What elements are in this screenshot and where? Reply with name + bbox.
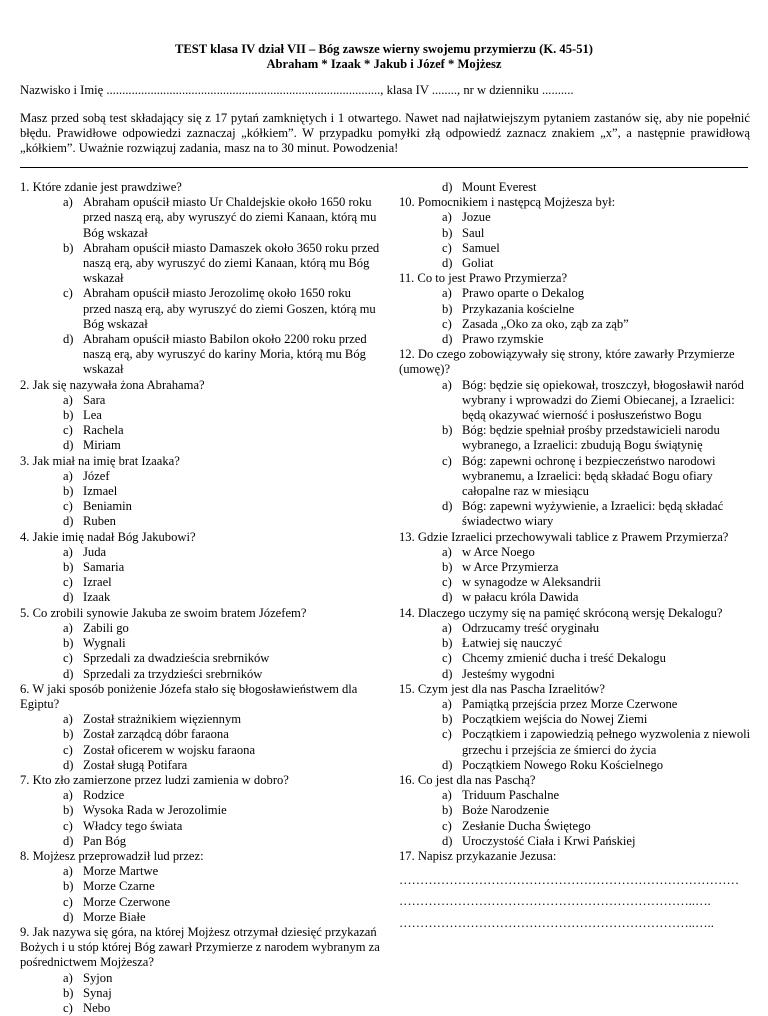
option-letter: c)	[63, 423, 73, 438]
option-letter: b)	[442, 712, 453, 727]
answer-option[interactable]	[399, 454, 751, 500]
option-text: Chcemy zmienić ducha i treść Dekalogu	[462, 651, 666, 666]
option-letter: a)	[442, 620, 452, 635]
option-letter: d)	[63, 332, 74, 347]
option-text: Sara	[83, 392, 106, 407]
option-text: Morze Czarne	[83, 879, 155, 894]
answer-option[interactable]	[20, 910, 380, 925]
answer-option[interactable]	[20, 986, 380, 1001]
option-letter: d)	[442, 332, 453, 347]
answer-option[interactable]	[399, 575, 751, 590]
answer-option[interactable]	[399, 256, 751, 271]
option-letter: d)	[442, 757, 453, 772]
answer-option[interactable]	[20, 803, 380, 818]
option-letter: b)	[442, 803, 453, 818]
option-text: Józef	[83, 468, 110, 483]
option-text: Beniamin	[83, 499, 132, 514]
option-text: Prawo rzymskie	[462, 332, 544, 347]
option-text: w pałacu króla Dawida	[462, 590, 579, 605]
option-text: Rachela	[83, 423, 124, 438]
questions-right-column	[399, 180, 751, 937]
question	[399, 606, 751, 682]
option-text: Samaria	[83, 560, 125, 575]
option-text: Bóg: będzie się opiekował, troszczył, błogosławił naród wybrany i wprowadzi do Ziemi Obiecanej, a Izraelici: będą okazywać wierność i posłuszeństwo Bogu	[462, 377, 744, 423]
answer-option[interactable]	[20, 758, 380, 773]
option-text: Bóg: zapewni wyżywienie, a Izraelici: będą składać świadectwo wiary	[462, 499, 724, 529]
option-letter: b)	[442, 225, 453, 240]
option-letter: d)	[442, 590, 453, 605]
question-text: 12. Do czego zobowiązywały się strony, które zawarły Przymierze (umowę)?	[399, 347, 735, 377]
questions-left-column	[20, 180, 380, 1016]
option-letter: c)	[63, 499, 73, 514]
answer-option[interactable]	[20, 545, 380, 560]
answer-option[interactable]	[399, 788, 751, 803]
answer-option[interactable]	[20, 241, 380, 287]
answer-option[interactable]	[20, 332, 380, 378]
question-text: 5. Co zrobili synowie Jakuba ze swoim bratem Józefem?	[20, 605, 307, 620]
answer-option[interactable]	[399, 712, 751, 727]
option-text: Triduum Paschalne	[462, 788, 560, 803]
student-info-line: Nazwisko i Imię ......................................................................................., klasa IV ........, nr w dzienniku ..........	[20, 83, 574, 97]
open-answer-area[interactable]	[399, 873, 751, 931]
question	[399, 271, 751, 347]
answer-option[interactable]	[399, 667, 751, 682]
answer-option[interactable]	[399, 560, 751, 575]
option-text: Władcy tego świata	[83, 818, 183, 833]
answer-option[interactable]	[20, 286, 380, 332]
option-text: Morze Martwe	[83, 864, 159, 879]
option-text: Początkiem Nowego Roku Kościelnego	[462, 757, 664, 772]
answer-line[interactable]: ………………………………………………………………………	[399, 873, 740, 888]
question-text: 10. Pomocnikiem i następcą Mojżesza był:	[399, 195, 616, 210]
answer-option[interactable]	[20, 560, 380, 575]
option-text: Wysoka Rada w Jerozolimie	[83, 803, 227, 818]
question-text: 13. Gdzie Izraelici przechowywali tablice z Prawem Przymierza?	[399, 529, 729, 544]
option-text: Synaj	[83, 985, 112, 1000]
answer-option[interactable]	[20, 1001, 380, 1016]
answer-option[interactable]	[20, 621, 380, 636]
answer-option[interactable]	[20, 651, 380, 666]
option-text: Sprzedali za dwadzieścia srebrników	[83, 651, 270, 666]
option-text: Saul	[462, 225, 485, 240]
answer-option[interactable]	[399, 819, 751, 834]
question	[20, 378, 380, 454]
option-text: Samuel	[462, 240, 500, 255]
option-letter: b)	[63, 727, 74, 742]
option-letter: a)	[63, 620, 73, 635]
option-letter: d)	[442, 256, 453, 271]
answer-line[interactable]: ……………………………………………………………..…..	[399, 915, 714, 930]
option-letter: d)	[442, 666, 453, 681]
option-text: Jesteśmy wygodni	[462, 666, 555, 681]
test-title: TEST klasa IV dział VII – Bóg zawsze wierny swojemu przymierzu (K. 45-51)	[174, 42, 594, 56]
question	[20, 682, 380, 773]
answer-option[interactable]	[399, 727, 751, 757]
option-text: Izrael	[83, 575, 112, 590]
option-letter: a)	[63, 392, 73, 407]
question	[399, 682, 751, 773]
option-text: Uroczystość Ciała i Krwi Pańskiej	[462, 833, 636, 848]
option-letter: c)	[442, 575, 452, 590]
option-letter: c)	[442, 651, 452, 666]
option-text: Morze Białe	[83, 909, 146, 924]
option-letter: b)	[442, 560, 453, 575]
option-letter: c)	[442, 727, 452, 742]
question-text: 11. Co to jest Prawo Przymierza?	[399, 271, 568, 286]
option-text: Mount Everest	[462, 180, 537, 194]
option-letter: a)	[63, 970, 73, 985]
question	[20, 180, 380, 378]
option-text: Został zarządcą dóbr faraona	[83, 727, 229, 742]
option-letter: d)	[63, 514, 74, 529]
option-letter: a)	[442, 696, 452, 711]
option-letter: d)	[63, 757, 74, 772]
answer-option[interactable]	[399, 834, 751, 849]
option-text: Odrzucamy treść oryginału	[462, 620, 600, 635]
option-text: Prawo oparte o Dekalog	[462, 286, 585, 301]
answer-option[interactable]	[20, 484, 380, 499]
question-text: 6. W jaki sposób poniżenie Józefa stało się błogosławieństwem dla Egiptu?	[20, 681, 358, 711]
option-letter: a)	[442, 286, 452, 301]
answer-option[interactable]	[20, 788, 380, 803]
option-text: Sprzedali za trzydzieści srebrników	[83, 666, 263, 681]
answer-option[interactable]	[20, 393, 380, 408]
option-text: Boże Narodzenie	[462, 803, 550, 818]
answer-option[interactable]	[399, 180, 751, 195]
question	[20, 606, 380, 682]
question	[399, 347, 751, 529]
answer-option[interactable]	[399, 226, 751, 241]
test-header	[0, 42, 768, 72]
option-text: Wygnali	[83, 636, 126, 651]
answer-option[interactable]	[20, 195, 380, 241]
answer-option[interactable]	[399, 499, 751, 529]
option-text: Abraham opuścił miasto Damaszek około 3650 roku przed naszą erą, aby wyruszyć do ziemi Kanaan, którą mu Bóg wskazał	[83, 240, 380, 286]
option-text: Lea	[83, 408, 102, 423]
answer-option[interactable]	[399, 621, 751, 636]
option-letter: d)	[442, 833, 453, 848]
option-letter: c)	[63, 1000, 73, 1015]
option-text: Nebo	[83, 1000, 111, 1015]
question-text: 8. Mojżesz przeprowadził lud przez:	[20, 848, 204, 863]
option-letter: d)	[442, 499, 453, 514]
question	[399, 849, 751, 864]
answer-option[interactable]	[399, 302, 751, 317]
option-letter: d)	[63, 438, 74, 453]
option-letter: b)	[63, 560, 74, 575]
option-text: Pan Bóg	[83, 833, 127, 848]
option-letter: b)	[63, 484, 74, 499]
answer-option[interactable]	[20, 469, 380, 484]
answer-option[interactable]	[399, 241, 751, 256]
option-text: Rodzice	[83, 788, 125, 803]
question	[399, 530, 751, 606]
option-letter: c)	[442, 818, 452, 833]
option-letter: a)	[442, 377, 452, 392]
option-text: Abraham opuścił miasto Jerozolimę około 1650 roku przed naszą erą, aby wyruszyć do ziemi Goszen, którą mu Bóg wskazał	[83, 286, 376, 331]
option-text: Abraham opuścił miasto Babilon około 2200 roku przed naszą erą, aby wyruszyć do kariny Moria, którą mu Bóg wskazał	[83, 332, 367, 377]
option-text: Miriam	[83, 438, 121, 453]
option-letter: c)	[63, 651, 73, 666]
answer-option[interactable]	[20, 423, 380, 438]
option-text: Początkiem wejścia do Nowej Ziemi	[462, 712, 648, 727]
option-letter: b)	[63, 803, 74, 818]
question-text: 7. Kto zło zamierzone przez ludzi zamienia w dobro?	[20, 772, 289, 787]
option-text: w synagodze w Aleksandrii	[462, 575, 601, 590]
option-letter: c)	[442, 453, 452, 468]
option-letter: a)	[442, 544, 452, 559]
option-letter: b)	[63, 408, 74, 423]
test-subtitle: Abraham * Izaak * Jakub i Józef * Mojżesz	[266, 57, 502, 71]
option-text: Został oficerem w wojsku faraona	[83, 742, 256, 757]
answer-option[interactable]	[399, 758, 751, 773]
option-text: Zesłanie Ducha Świętego	[462, 818, 591, 833]
option-letter: c)	[442, 240, 452, 255]
option-letter: a)	[442, 788, 452, 803]
question	[399, 773, 751, 849]
answer-option[interactable]	[20, 879, 380, 894]
answer-option[interactable]	[399, 651, 751, 666]
option-text: Goliat	[462, 256, 494, 271]
answer-option[interactable]	[399, 590, 751, 605]
question-text: 2. Jak się nazywała żona Abrahama?	[20, 377, 205, 392]
answer-option[interactable]	[20, 667, 380, 682]
question	[20, 530, 380, 606]
option-letter: d)	[63, 909, 74, 924]
option-text: Juda	[83, 544, 107, 559]
question	[20, 925, 380, 1016]
option-letter: c)	[63, 286, 73, 301]
option-text: Początkiem i zapowiedzią pełnego wyzwolenia z niewoli grzechu i przejścia ze śmierci do życia	[462, 727, 751, 757]
option-letter: a)	[63, 864, 73, 879]
option-letter: d)	[442, 180, 453, 194]
option-text: w Arce Przymierza	[462, 560, 559, 575]
question-text: 9. Jak nazywa się góra, na której Mojżesz otrzymał dziesięć przykazań Bożych i u stóp której Bóg zawarł Przymierze z narodem wybranym za pośrednictwem Mojżesza?	[20, 924, 380, 970]
option-text: Jozue	[462, 210, 491, 225]
answer-option[interactable]	[20, 864, 380, 879]
option-letter: b)	[63, 879, 74, 894]
option-letter: d)	[63, 833, 74, 848]
option-letter: b)	[63, 636, 74, 651]
option-letter: c)	[63, 742, 73, 757]
option-text: Izmael	[83, 484, 118, 499]
question-text: 16. Co jest dla nas Paschą?	[399, 772, 536, 787]
question-text: 4. Jakie imię nadał Bóg Jakubowi?	[20, 529, 196, 544]
answer-option[interactable]	[20, 743, 380, 758]
answer-option[interactable]	[20, 590, 380, 605]
question	[20, 773, 380, 849]
answer-option[interactable]	[399, 545, 751, 560]
option-letter: b)	[63, 985, 74, 1000]
question	[20, 454, 380, 530]
option-letter: a)	[63, 468, 73, 483]
answer-option[interactable]	[399, 423, 751, 453]
question	[399, 180, 751, 195]
option-letter: d)	[63, 666, 74, 681]
answer-option[interactable]	[20, 895, 380, 910]
question-text: 15. Czym jest dla nas Pascha Izraelitów?	[399, 681, 605, 696]
answer-option[interactable]	[20, 727, 380, 742]
option-letter: a)	[63, 195, 73, 210]
question-text: 1. Które zdanie jest prawdziwe?	[20, 180, 182, 194]
option-text: Ruben	[83, 514, 116, 529]
option-text: Bóg: zapewni ochronę i bezpieczeństwo narodowi wybranemu, a Izraelici: będą składać Bogu ofiary całopalne raz w miesiącu	[462, 453, 716, 499]
option-text: Został sługą Potifara	[83, 757, 188, 772]
option-letter: c)	[63, 818, 73, 833]
answer-option[interactable]	[20, 834, 380, 849]
option-text: Przykazania kościelne	[462, 301, 575, 316]
answer-option[interactable]	[399, 210, 751, 225]
option-letter: b)	[442, 301, 453, 316]
answer-line[interactable]: ……………………………………………………………..….	[399, 894, 711, 909]
option-text: Zabili go	[83, 620, 129, 635]
option-letter: c)	[442, 316, 452, 331]
option-text: Bóg: będzie spełniał prośby przedstawicieli narodu wybranego, a Izraelici: zbudują Bogu świątynię	[462, 423, 720, 453]
option-text: w Arce Noego	[462, 544, 535, 559]
test-instructions: Masz przed sobą test składający się z 17 pytań zamkniętych i 1 otwartego. Nawet nad najłatwiejszym pytaniem zastanów się, aby nie popełnić błędu. Prawidłowe odpowiedzi zaznaczaj „kółkiem”. W przypadku pomyłki złą odpowiedź zaznacz znakiem „x”, a następnie prawidłową „kółkiem”. Uważnie rozwiązuj zadania, masz na to 30 minut. Powodzenia!	[20, 111, 750, 156]
option-letter: a)	[63, 712, 73, 727]
option-text: Zasada „Oko za oko, ząb za ząb”	[462, 316, 629, 331]
question-text: 17. Napisz przykazanie Jezusa:	[399, 848, 557, 863]
option-text: Izaak	[83, 590, 111, 605]
option-text: Morze Czerwone	[83, 894, 171, 909]
option-letter: a)	[63, 788, 73, 803]
horizontal-rule	[20, 167, 748, 168]
answer-option[interactable]	[20, 575, 380, 590]
option-letter: c)	[63, 575, 73, 590]
option-text: Syjon	[83, 970, 113, 985]
option-letter: a)	[63, 544, 73, 559]
option-letter: b)	[442, 636, 453, 651]
answer-option[interactable]	[399, 286, 751, 301]
answer-option[interactable]	[20, 514, 380, 529]
answer-option[interactable]	[20, 438, 380, 453]
question-text: 14. Dlaczego uczymy się na pamięć skróconą wersję Dekalogu?	[399, 605, 723, 620]
option-letter: d)	[63, 590, 74, 605]
question	[20, 849, 380, 925]
option-text: Łatwiej się nauczyć	[462, 636, 562, 651]
answer-option[interactable]	[399, 378, 751, 424]
option-letter: b)	[63, 240, 74, 255]
answer-option[interactable]	[20, 499, 380, 514]
answer-option[interactable]	[399, 332, 751, 347]
answer-option[interactable]	[20, 636, 380, 651]
option-letter: b)	[442, 423, 453, 438]
question-text: 3. Jak miał na imię brat Izaaka?	[20, 453, 180, 468]
answer-option[interactable]	[399, 317, 751, 332]
option-letter: a)	[442, 210, 452, 225]
option-text: Abraham opuścił miasto Ur Chaldejskie około 1650 roku przed naszą erą, aby wyruszyć do ziemi Kanaan, którą mu Bóg wskazał	[83, 195, 377, 240]
answer-option[interactable]	[399, 697, 751, 712]
option-text: Pamiątką przejścia przez Morze Czerwone	[462, 696, 678, 711]
answer-option[interactable]	[20, 408, 380, 423]
question	[399, 195, 751, 271]
answer-option[interactable]	[20, 819, 380, 834]
answer-option[interactable]	[20, 712, 380, 727]
option-text: Został strażnikiem więziennym	[83, 712, 242, 727]
answer-option[interactable]	[20, 971, 380, 986]
answer-option[interactable]	[399, 636, 751, 651]
option-letter: c)	[63, 894, 73, 909]
answer-option[interactable]	[399, 803, 751, 818]
